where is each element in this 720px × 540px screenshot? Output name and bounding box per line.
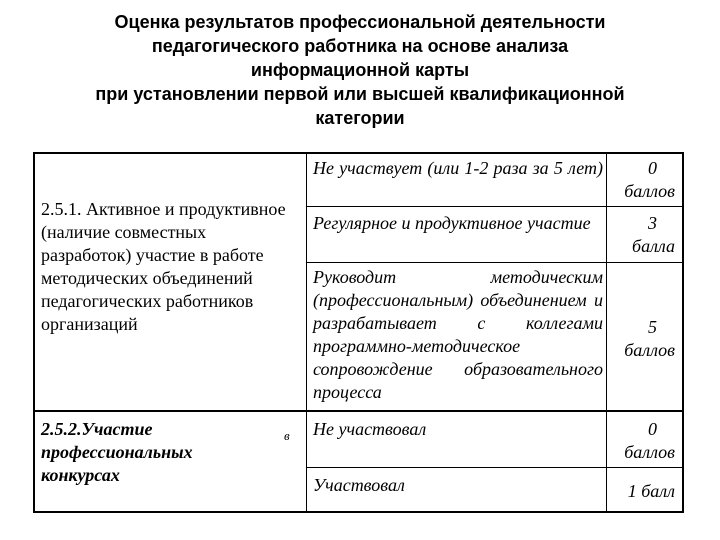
option-3-desc <box>313 266 603 404</box>
option-1-score <box>607 157 683 203</box>
page-title <box>30 10 690 130</box>
title-line-4: при установлении первой или высшей квалификационной <box>95 84 625 104</box>
option-1-score-word: баллов <box>624 181 675 201</box>
table-divider-row-d <box>306 467 684 468</box>
option-4-score-word: баллов <box>624 442 675 462</box>
criterion-2-5-2-preposition: в <box>284 428 290 443</box>
option-5-text: Участвовал <box>313 475 405 495</box>
option-1-desc <box>313 157 603 180</box>
title-line-5: категории <box>315 108 405 128</box>
option-1-score-num: 0 <box>648 158 657 178</box>
option-1-text: Не участвует (или 1-2 раза за 5 лет) <box>313 158 603 178</box>
option-4-desc <box>313 418 603 441</box>
table-divider-row-a <box>306 206 684 207</box>
option-4-score-num: 0 <box>648 419 657 439</box>
option-2-score-num: 3 <box>648 213 657 233</box>
table-divider-row-b <box>306 262 684 263</box>
title-line-1: Оценка результатов профессиональной деятельности <box>114 12 606 32</box>
option-2-desc <box>313 212 603 235</box>
criterion-2-5-2: 2.5.2.Участие профессиональных конкурсах <box>41 419 193 485</box>
option-3-text: Руководит методическим (профессиональным) объединением и разрабатывает с коллегами программно-методическое сопровождение образовательного процесса <box>313 267 603 402</box>
option-3-score-word: баллов <box>624 340 675 360</box>
option-3-score-num: 5 <box>648 317 657 337</box>
option-3-score <box>607 316 683 362</box>
option-5-score <box>607 480 683 503</box>
option-2-text: Регулярное и продуктивное участие <box>313 213 591 233</box>
title-line-2: педагогического работника на основе анализа <box>151 36 569 56</box>
title-line-3: информационной карты <box>250 60 470 80</box>
option-4-score <box>607 418 683 464</box>
option-2-score <box>607 212 683 258</box>
table-divider-row-c <box>33 410 684 412</box>
option-5-desc <box>313 474 603 497</box>
option-4-text: Не участвовал <box>313 419 427 439</box>
option-5-score-full: 1 балл <box>627 481 675 501</box>
criterion-2-5-1: 2.5.1. Активное и продуктивное (наличие совместных разработок) участие в работе методических объединений педагогических работников организаций <box>41 199 286 334</box>
option-2-score-word: балла <box>632 236 675 256</box>
